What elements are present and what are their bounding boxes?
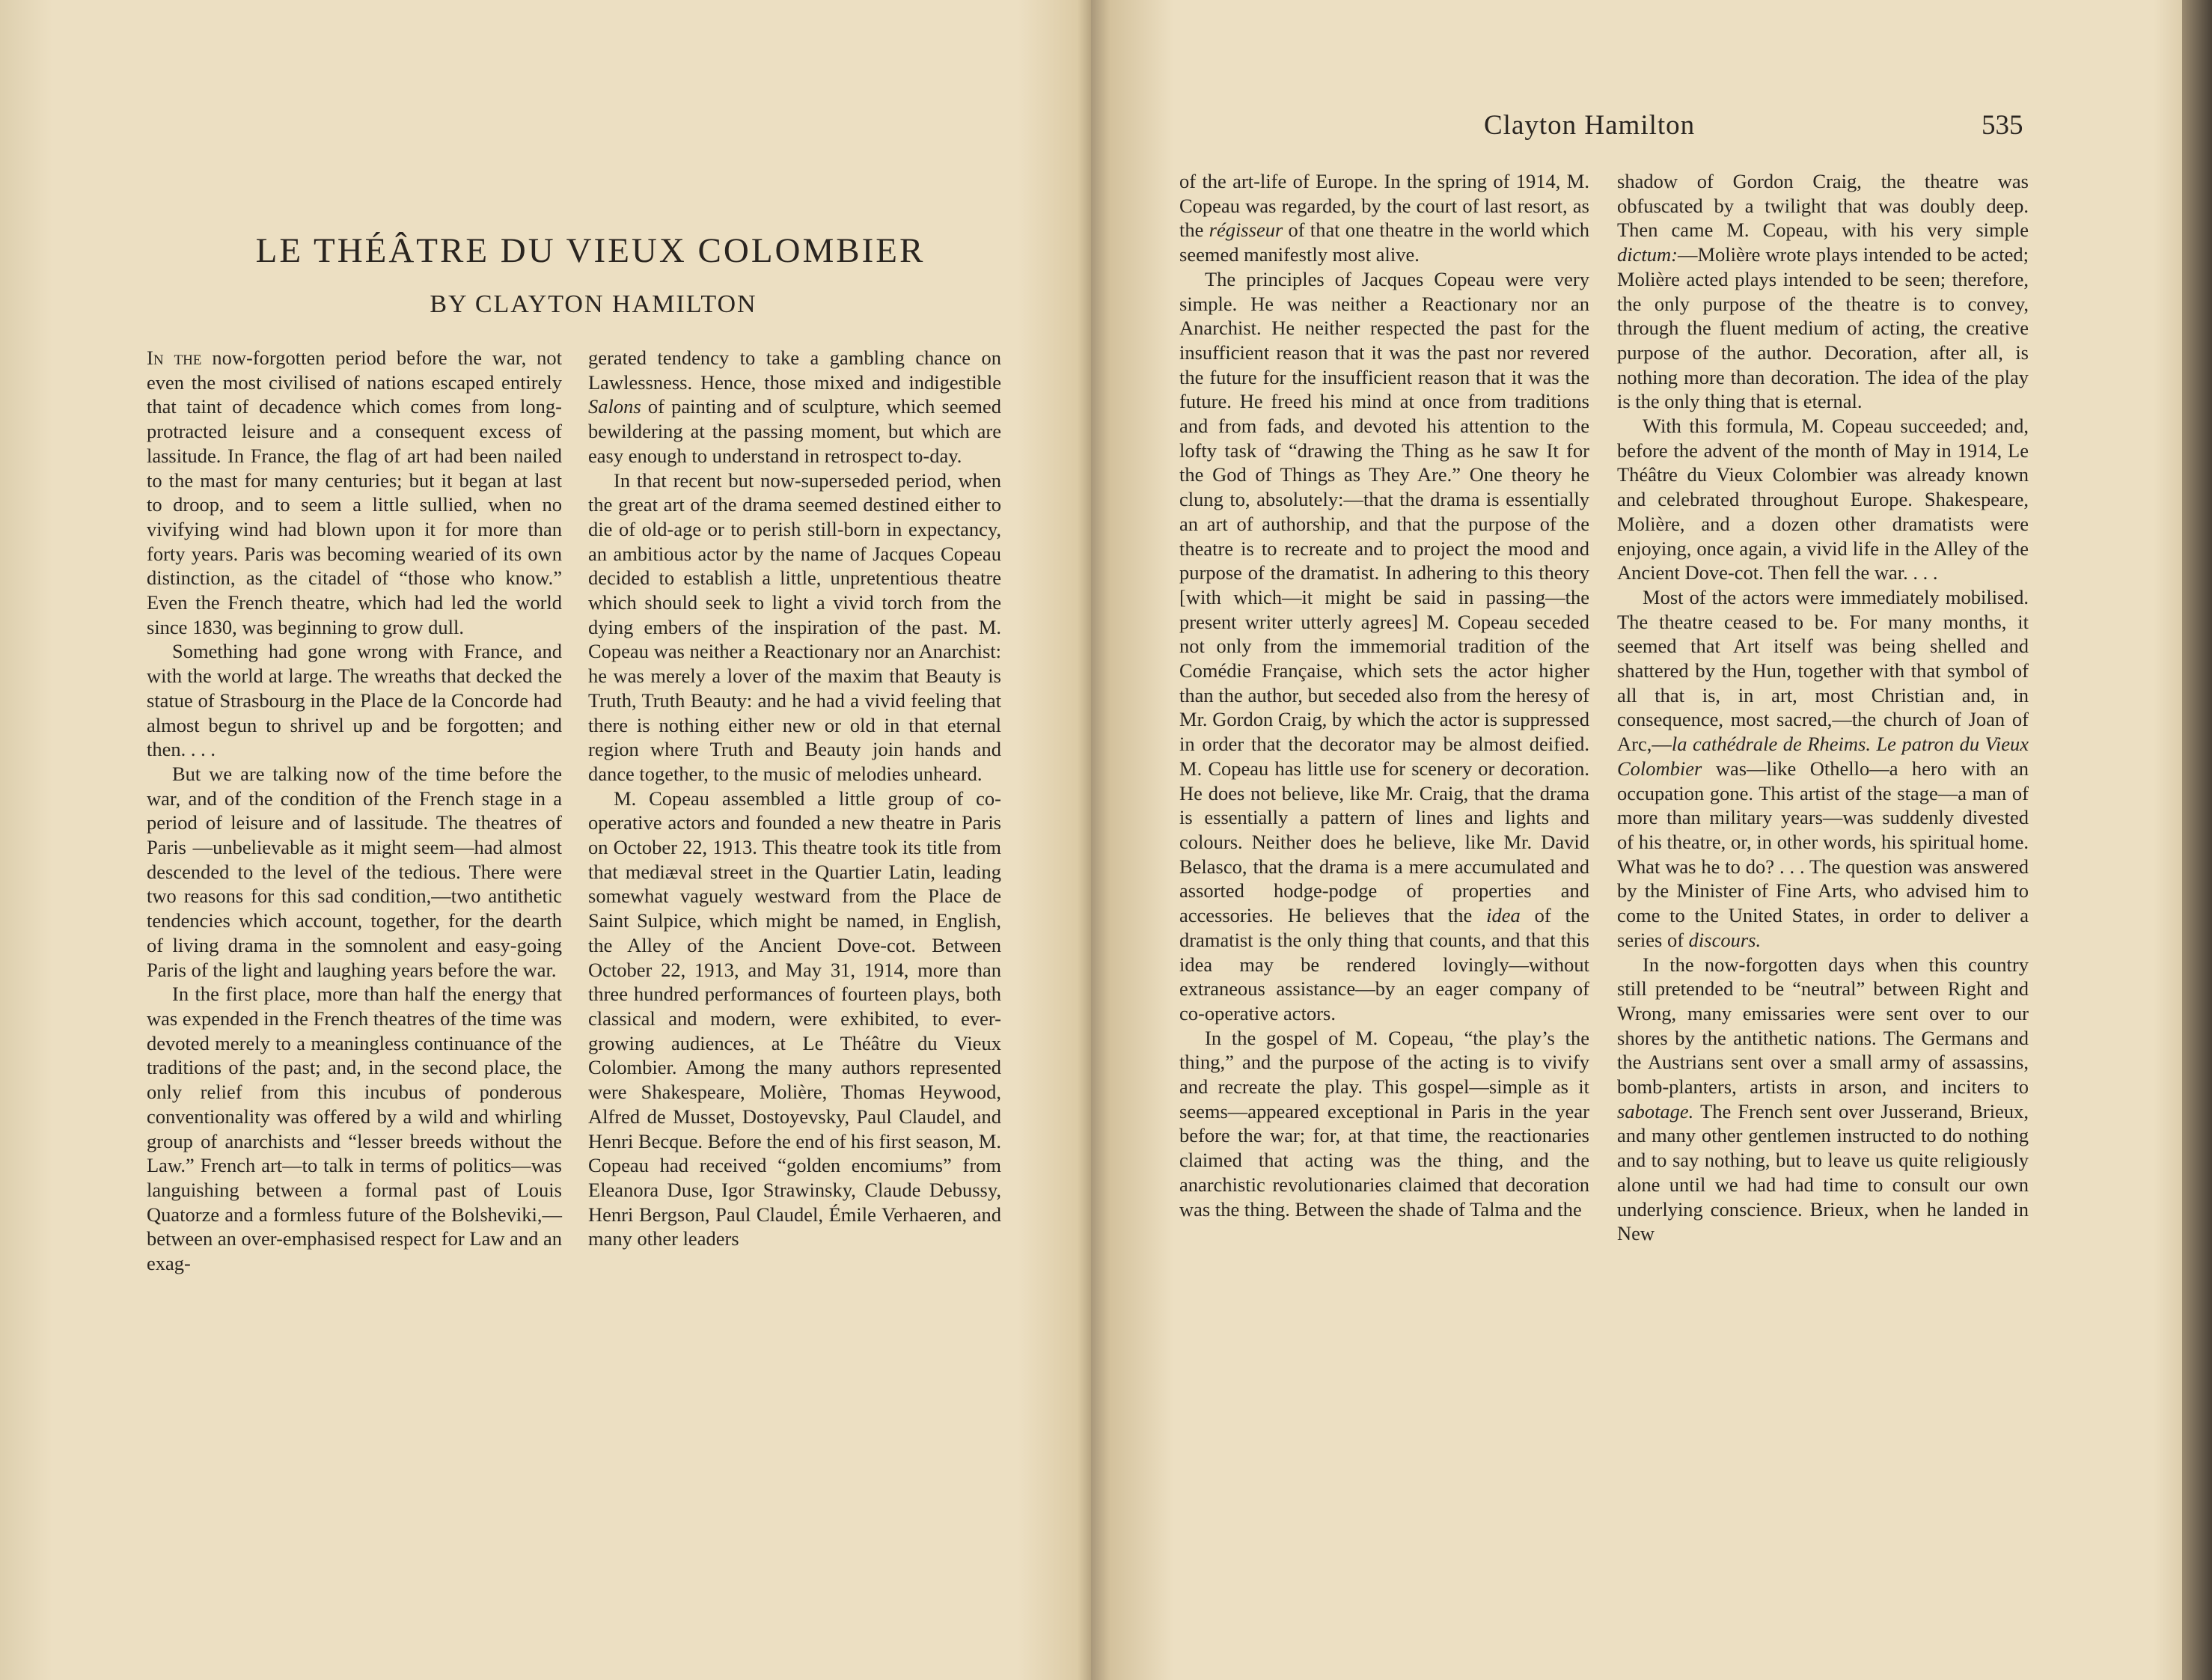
drop-lead: In the <box>147 346 202 369</box>
paragraph: But we are talking now of the time before the war, and of the condition of the French stage in a period of leisure and of lassitude. The theatres of Paris —unbelievable as it might seem—had almost descended to the level of the tedious. There were two reasons for this sad condition,—two antithetic tendencies which account, together, for the dearth of living drama in the somnolent and easy-going Paris of the light and laughing years before the war. <box>147 762 562 981</box>
paragraph: Something had gone wrong with France, and with the world at large. The wreaths that decked the statue of Strasbourg in the Place de la Concorde had almost begun to shrivel up and be forgotten; and then. . . . <box>147 640 562 761</box>
paragraph <box>1617 585 2029 953</box>
right-column-2 <box>1617 169 2029 1246</box>
italic-term: régisseur <box>1209 219 1283 242</box>
paragraph-text: Most of the actors were immediately mobilised. The theatre ceased to be. For many months, it seemed that Art itself was being shelled and shattered by the Hun, together with that symbol of all that is, in art, most Christian and, in consequence, most sacred,—the church of Joan of Arc,— <box>1617 585 2029 756</box>
paragraph-text: In the now-forgotten days when this country still pretended to be “neutral” between Right and Wrong, many emissaries were sent over to our shores by the antithetic nations. The Germans and the Austrians sent over a small army of assassins, bomb-planters, artists in arson, and inciters to <box>1617 953 2029 1099</box>
left-column-2 <box>588 346 1001 1251</box>
right-page <box>1091 0 2212 1680</box>
paragraph <box>1617 169 2029 414</box>
left-column-1 <box>147 346 562 1276</box>
page-edge <box>2182 0 2212 1680</box>
paragraph-text: of painting and of sculpture, which seemed bewildering at the passing moment, but which are easy enough to understand in retrospect to-day. <box>588 395 1001 467</box>
paragraph-text: The French sent over Jusserand, Brieux, and many other gentlemen instructed to do nothing and to say nothing, but to leave us quite religiously alone until we had had time to consult our own underlying conscience. Brieux, when he landed in New <box>1617 1099 2029 1245</box>
italic-term: idea <box>1486 904 1521 927</box>
paragraph: In the gospel of M. Copeau, “the play’s the thing,” and the purpose of the acting is to vivify and recreate the play. This gospel—simple as it seems—appeared exceptional in Paris in the year before the war; for, at that time, the reactionaries claimed that acting was the thing, and the anarchistic revolutionaries claimed that decoration was the thing. Between the shade of Talma and the <box>1179 1026 1589 1221</box>
paragraph <box>147 346 562 639</box>
italic-term: la cathédrale de Rheims. Le patron du Vieux Colombier <box>1617 733 2029 780</box>
right-column-1 <box>1179 169 1589 1221</box>
paragraph <box>1179 267 1589 1026</box>
paragraph-text: The principles of Jacques Copeau were very simple. He was neither a Reactionary nor an Anarchist. He neither respected the past for the insufficient reason that it was the past nor revered the future for the insufficient reason that it was the future. He freed his mind at once from traditions and from fads, and devoted his attention to the lofty task of “drawing the Thing as he saw It for the God of Things as They Are.” One theory he clung to, absolutely:—that the drama is essentially an art of authorship, and that the purpose of the theatre is to recreate and to project the mood and purpose of the dramatist. In adhering to this theory [with which—it might be said in passing—the present writer utterly agrees] M. Copeau seceded not only from the immemorial tradition of the Comédie Française, which sets the actor higher than the author, but seceded also from the heresy of Mr. Gordon Craig, by which the actor is suppressed in order that the decorator may be almost deified. M. Copeau has little use for scenery or decoration. He does not believe, like Mr. Craig, that the drama is essentially a pattern of lines and lights and colours. Neither does he believe, like Mr. David Belasco, that the drama is a mere accumulated and assorted hodge-podge of properties and accessories. He believes that the <box>1179 267 1589 927</box>
italic-term: discours. <box>1688 928 1762 951</box>
paragraph-text: was—like Othello—a hero with an occupation gone. This artist of the stage—a man of more than military years—was suddenly divested of his theatre, or, in other words, his spiritual home. What was he to do? . . . The question was answered by the Minister of Fine Arts, who advised him to come to the United States, in order to deliver a series of <box>1617 757 2029 951</box>
paragraph-text: of the art-life of Europe. In the spring of 1914, M. Copeau was regarded, by the court of last resort, as the <box>1179 170 1589 242</box>
paragraph-text: shadow of Gordon Craig, the theatre was obfuscated by a twilight that was doubly deep. Then came M. Copeau, with his very simple <box>1617 170 2029 242</box>
article-byline: BY CLAYTON HAMILTON <box>430 290 757 318</box>
paragraph-text: gerated tendency to take a gambling chance on Lawlessness. Hence, those mixed and indigestible <box>588 346 1001 394</box>
running-head: Clayton Hamilton <box>1484 110 1696 141</box>
paragraph <box>588 346 1001 468</box>
paragraph: M. Copeau assembled a little group of co-operative actors and founded a new theatre in Paris on October 22, 1913. This theatre took its title from that mediæval street in the Quartier Latin, leading somewhat vaguely westward from the Place de Saint Sulpice, which might be named, in English, the Alley of the Ancient Dove-cot. Between October 22, 1913, and May 31, 1914, more than three hundred performances of fourteen plays, both classical and modern, were exhibited, to ever-growing audiences, at Le Théâtre du Vieux Colombier. Among the many authors represented were Shakespeare, Molière, Thomas Heywood, Alfred de Musset, Dostoyevsky, Paul Claudel, and Henri Becque. Before the end of his first season, M. Copeau had received “golden encomiums” from Eleanora Duse, Igor Strawinsky, Claude Debussy, Henri Bergson, Paul Claudel, Émile Verhaeren, and many other leaders <box>588 786 1001 1250</box>
italic-term: dictum: <box>1617 243 1678 266</box>
paragraph-text: of that one theatre in the world which seemed manifestly most alive. <box>1179 219 1589 266</box>
paragraph-text: of the dramatist is the only thing that counts, and that this idea may be rendered lovingly—without extraneous assistance—by an eager company of co-operative actors. <box>1179 904 1589 1024</box>
italic-term: sabotage. <box>1617 1099 1694 1122</box>
paragraph-text: now-forgotten period before the war, not even the most civilised of nations escaped entirely that taint of decadence which comes from long-protracted leisure and a consequent excess of lassitude. In France, the flag of art had been nailed to the mast for many centuries; but it began at last to droop, and to seem a little sullied, when no vivifying wind had blown upon it for more than forty years. Paris was becoming wearied of its own distinction, as the citadel of “those who know.” Even the French theatre, which had led the world since 1830, was beginning to grow dull. <box>147 346 562 638</box>
paragraph-text: —Molière wrote plays intended to be acted; Molière acted plays intended to be seen; therefore, the only purpose of the theatre is to convey, through the fluent medium of acting, the creative purpose of the author. Decoration, after all, is nothing more than decoration. The idea of the play is the only thing that is eternal. <box>1617 243 2029 413</box>
paragraph <box>1617 953 2029 1246</box>
paragraph: In the first place, more than half the energy that was expended in the French theatres of the time was devoted merely to a meaningless continuance of the traditions of the past; and, in the second place, the only relief from this incubus of ponderous conventionality was offered by a wild and whirling group of anarchists and “lesser breeds without the Law.” French art—to talk in terms of politics—was languishing between a formal past of Louis Quatorze and a formless future of the Bolsheviki,—between an over-emphasised respect for Law and an exag- <box>147 983 562 1275</box>
article-title: LE THÉÂTRE DU VIEUX COLOMBIER <box>255 231 926 270</box>
left-page <box>0 0 1091 1680</box>
italic-term: Salons <box>588 395 641 418</box>
paragraph: In that recent but now-superseded period, when the great art of the drama seemed destined either to die of old-age or to perish still-born in expectancy, an ambitious actor by the name of Jacques Copeau decided to establish a little, unpretentious theatre which should seek to light a vivid torch from the dying embers of the inspiration of the past. M. Copeau was neither a Reactionary nor an Anarchist: he was merely a lover of the maxim that Beauty is Truth, Truth Beauty: and he had a vivid feeling that there is nothing either new or old in that eternal region where Truth and Beauty join hands and dance together, to the music of melodies unheard. <box>588 468 1001 785</box>
page-number: 535 <box>1982 110 2023 141</box>
paragraph <box>1179 169 1589 267</box>
paragraph: With this formula, M. Copeau succeeded; and, before the advent of the month of May in 1914, Le Théâtre du Vieux Colombier was already known and celebrated throughout Europe. Shakespeare, Molière, and a dozen other dramatists were enjoying, once again, a vivid life in the Alley of the Ancient Dove-cot. Then fell the war. . . . <box>1617 415 2029 584</box>
